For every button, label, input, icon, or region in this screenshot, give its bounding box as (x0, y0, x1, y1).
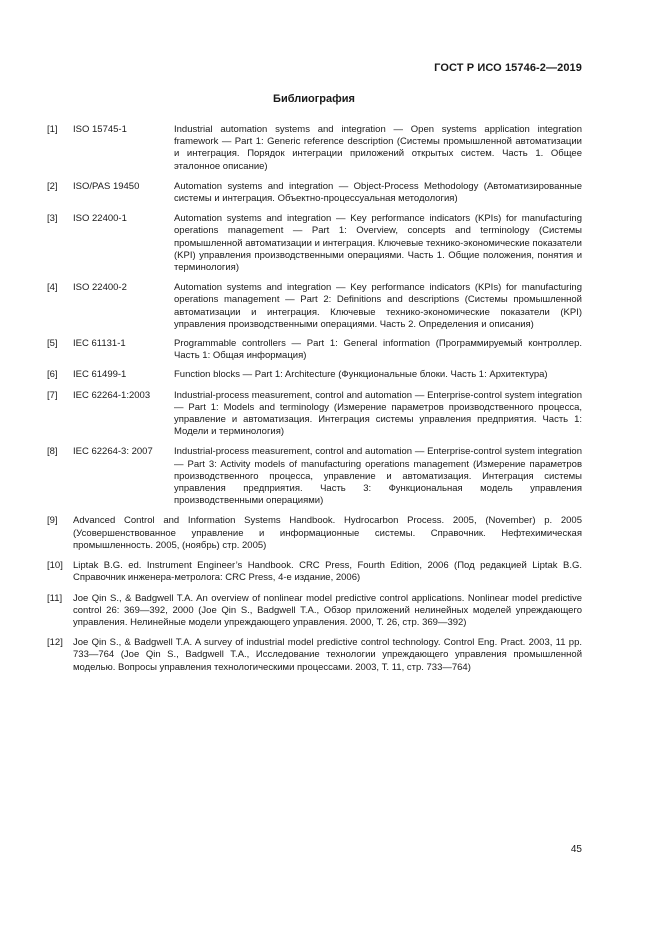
entry-number: [1] (47, 124, 58, 135)
entry-code: IEC 62264-1:2003 (73, 389, 151, 401)
bibliography-entry (47, 338, 582, 362)
entry-number: [10] (47, 560, 63, 572)
bibliography-entry (47, 181, 582, 205)
entry-code: ISO 22400-2 (73, 282, 127, 294)
entry-code: IEC 61131-1 (73, 338, 126, 350)
bibliography-entry (47, 390, 582, 439)
entry-text: Industrial automation systems and integration — Open systems application integration framework — Part 1: Generic reference description (Системы промышленной автоматизации и интеграция. Порядок интеграции приложений открытых систем. Часть 1. Общее эталонное описание) (174, 124, 582, 172)
bibliography-entry (47, 446, 582, 507)
entry-code: IEC 61499-1 (73, 369, 127, 381)
entry-text: Function blocks — Part 1: Architecture (Функциональные блоки. Часть 1: Архитектура) (174, 369, 548, 381)
entry-number: [3] (47, 213, 58, 225)
section-title: Библиография (273, 93, 355, 105)
entry-code: ISO 22400-1 (73, 213, 127, 225)
bibliography-entry (47, 124, 582, 173)
entry-text: Joe Qin S., & Badgwell T.A. An overview of nonlinear model predictive control applications. Nonlinear model predictive control 26: 369—392, 2000 (Joe Qin S., Badgwell T.A., Обзор приложений нелинейных моделей упреждающего управления. Нелинейные модели упреждающего управления. 2000, Т. 26, стр. 369—392) (73, 592, 582, 628)
entry-number: [2] (47, 180, 58, 192)
bibliography-entry (47, 213, 582, 274)
bibliography-entry (47, 637, 582, 674)
entry-text: Joe Qin S., & Badgwell T.A. A survey of industrial model predictive control technology. Control Eng. Pract. 2003, 11 pp. 733—764 (Joe Qin S., Badgwell T.A., Исследование технологии упреждающего управления промышленной моделью. Вопросы управления технологическими процессами. 2003, Т. 11, стр. 733—764) (73, 637, 582, 673)
entry-number: [5] (47, 338, 58, 350)
bibliography-entry (47, 560, 582, 584)
entry-text: Automation systems and integration — Key performance indicators (KPIs) for manufacturing operations management — Part 2: Definitions and descriptions (Системы промышленной автоматизации и интеграция. Ключевые технико-экономические показатели (KPI) управления производственными операциями. Часть 2. Определения и описания) (174, 282, 582, 330)
entry-number: [8] (47, 446, 58, 458)
entry-text: Advanced Control and Information Systems Handbook. Hydrocarbon Process. 2005, (November) p. 2005 (Усовершенствованное управление и информационные системы. Справочник. Нефтехимическая промышленность. 2005, (ноябрь) стр. 2005) (73, 515, 582, 551)
entry-number: [6] (47, 369, 58, 381)
bibliography-entry (47, 369, 582, 381)
standard-designation: ГОСТ Р ИСО 15746-2—2019 (434, 62, 582, 74)
page-number: 45 (570, 844, 582, 855)
bibliography-entry (47, 593, 582, 630)
entry-text: Automation systems and integration — Object-Process Methodology (Автоматизированные системы и интеграция. Объектно-процессуальная методология) (174, 180, 582, 205)
bibliography-entry (47, 282, 582, 331)
entry-text: Liptak B.G. ed. Instrument Engineer’s Handbook. CRC Press, Fourth Edition, 2006 (Под редакцией Liptak B.G. Справочник инженера-метролога: CRC Press, 4-е издание, 2006) (73, 560, 582, 584)
bibliography-list (47, 124, 582, 674)
bibliography-entry (47, 515, 582, 552)
entry-text: Programmable controllers — Part 1: General information (Программируемый контроллер. Часть 1: Общая информация) (174, 338, 582, 362)
entry-number: [7] (47, 389, 58, 401)
entry-number: [9] (47, 515, 58, 527)
entry-number: [4] (47, 282, 58, 294)
entry-text: Automation systems and integration — Key performance indicators (KPIs) for manufacturing operations management — Part 1: Overview, concepts and terminology (Системы промышленной автоматизации и интеграция. Ключевые технико-экономические показатели (KPI) управления производственными операциями. Часть 1. Общие положения, понятия и терминология) (174, 213, 582, 274)
entry-code: ISO 15745-1 (73, 124, 127, 135)
entry-code: IEC 62264-3: 2007 (73, 446, 153, 458)
entry-text: Industrial-process measurement, control and automation — Enterprise-control system integration — Part 1: Models and terminology (Измерение параметров производственного процесса, управление и автоматизация. Интеграция системы управления предприятия. Часть 1: Модели и терминология) (174, 389, 582, 438)
entry-number: [12] (47, 637, 63, 649)
entry-number: [11] (47, 592, 63, 604)
entry-code: ISO/PAS 19450 (73, 180, 140, 192)
entry-text: Industrial-process measurement, control and automation — Enterprise-control system integration — Part 3: Activity models of manufacturing operations management (Измерение параметров производственного процесса, управление и автоматизация. Интеграция системы управления предприятия. Часть 3: Функциональная модель управления производственными операциями) (174, 446, 582, 507)
